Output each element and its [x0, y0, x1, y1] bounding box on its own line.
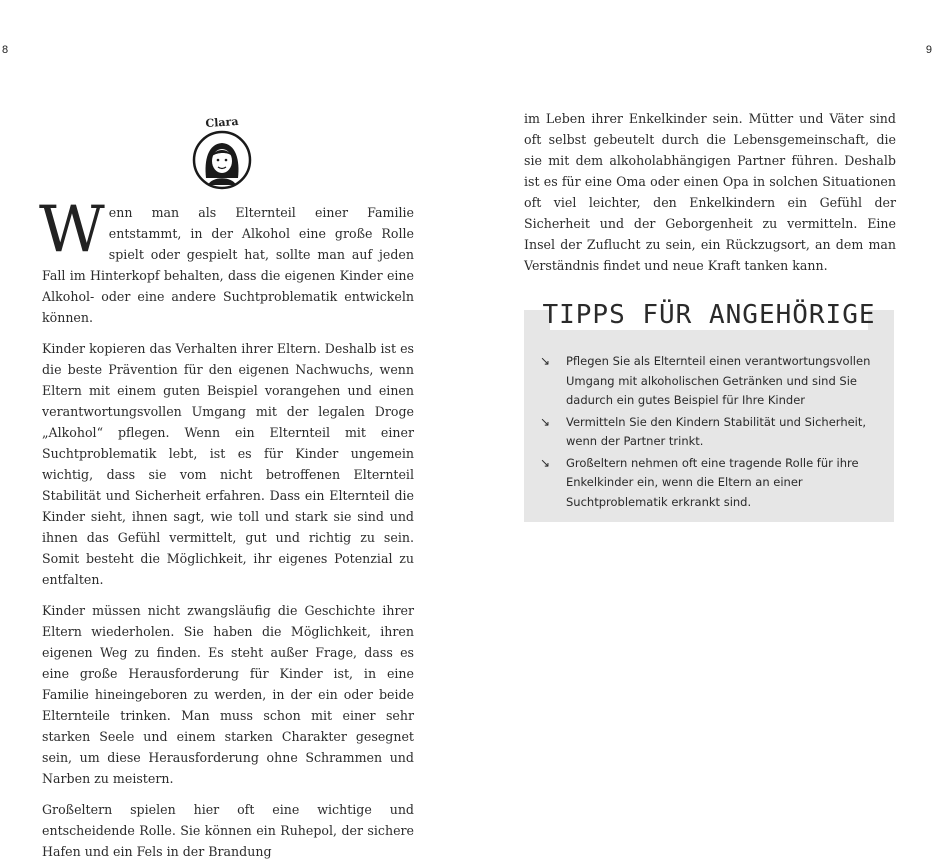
arrow-down-right-icon: ↘ — [540, 354, 551, 368]
author-avatar — [190, 112, 254, 194]
tip-item — [540, 413, 880, 452]
body-paragraph: Kinder kopieren das Verhalten ihrer Eltern. Deshalb ist es die beste Prävention für den eigenen Nachwuchs, wenn Eltern mit einem guten Beispiel vorangehen und einen verantwortungsvollen Umgang mit der legalen Droge „Alkohol“ pflegen. Wenn ein Elternteil mit einer Suchtproblematik lebt, ist es für Kinder ungemein wichtig, dass sie vom nicht betroffenen Elternteil Stabilität und Sicherheit erfahren. Dass ein Elternteil die Kinder sieht, ihnen sagt, wie toll und stark sie sind und ihnen das Gefühl vermittelt, gut und richtig zu sein. Somit besteht die Möglichkeit, ihr eigenes Potenzial zu entfalten. — [42, 341, 414, 587]
left-column — [39, 193, 414, 862]
tip-item — [540, 352, 880, 411]
drop-cap: W — [39, 193, 105, 267]
page-number-left: 8 — [2, 44, 9, 56]
body-paragraph: Großeltern spielen hier oft eine wichtige und entscheidende Rolle. Sie können ein Ruhepol, der sichere Hafen und ein Fels in der Brandung — [42, 802, 414, 859]
arrow-down-right-icon: ↘ — [540, 414, 551, 429]
body-paragraph: Kinder müssen nicht zwangsläufig die Geschichte ihrer Eltern wiederholen. Sie haben die Möglichkeit, ihren eigenen Weg zu finden. Es steht außer Frage, dass es eine große Herausforderung für Kinder ist, in eine Familie hineingeboren zu werden, in der ein oder beide Elternteile trinken. Man muss schon mit einer sehr starken Seele und einem starken Charakter gesegnet sein, um diese Herausforderung ohne Schrammen und Narben zu meistern. — [42, 603, 414, 786]
tip-item — [540, 454, 880, 513]
arrow-down-right-icon: ↘ — [540, 455, 551, 470]
tips-box — [524, 300, 894, 522]
tip-text: Vermitteln Sie den Kindern Stabilität und Sicherheit, wenn der Partner trinkt. — [566, 414, 867, 448]
intro-text: enn man als Elternteil einer Familie entstammt, in der Alkohol eine große Rolle spielt oder gespielt hat, sollte man auf jeden Fall im Hinterkopf behalten, dass die eigenen Kinder eine Alkohol- oder eine andere Suchtproblematik entwickeln können. — [42, 205, 414, 325]
body-paragraph: im Leben ihrer Enkelkinder sein. Mütter und Väter sind oft selbst gebeutelt durch die Lebensgemeinschaft, die sie mit dem alkoholabhängigen Partner führen. Deshalb ist es für eine Oma oder einen Opa in solchen Situationen oft viel leichter, den Enkelkindern ein Gefühl der Sicherheit und der Geborgenheit zu vermitteln. Eine Insel der Zuflucht zu sein, ein Rückzugsort, an dem man Verständnis findet und neue Kraft tanken kann. — [524, 111, 896, 273]
tip-text: Pflegen Sie als Elternteil einen verantwortungsvollen Umgang mit alkoholischen Getränken und sind Sie dadurch ein gutes Beispiel für Ihre Kinder — [566, 354, 871, 407]
intro-paragraph — [39, 193, 414, 328]
avatar-name: Clara — [205, 114, 239, 131]
right-column — [524, 108, 896, 276]
tips-list — [540, 352, 880, 514]
page-number-right: 9 — [925, 44, 932, 56]
tips-title: TIPPS FÜR ANGEHÖRIGE — [542, 300, 876, 330]
portrait-icon — [192, 130, 252, 190]
tip-text: Großeltern nehmen oft eine tragende Rolle für ihre Enkelkinder ein, wenn die Eltern an einer Suchtproblematik erkrankt sind. — [566, 455, 859, 509]
